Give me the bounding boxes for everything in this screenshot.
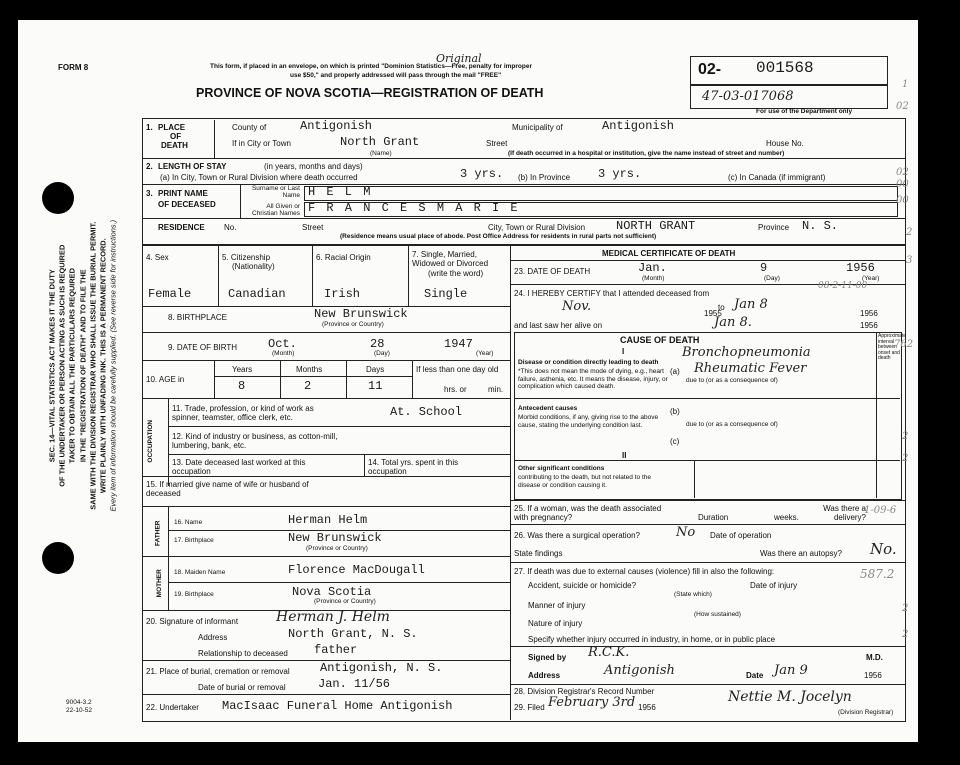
sidebar-line-4: IN THE "REGISTRATION OF DEATH" AND TO FILE THE (77, 269, 87, 463)
margin-code-14: 08-2-11-00 (818, 281, 868, 291)
how-sustained-label: (How sustained) (694, 611, 741, 618)
cert-date-year: 1956 (864, 671, 882, 680)
dod-label: 23. DATE OF DEATH (514, 267, 591, 276)
cause-a-value: Bronchopneumonia (682, 345, 811, 360)
mother-birthplace-note: (Province or Country) (314, 598, 376, 605)
accident-label: Accident, suicide or homicide? (528, 581, 637, 590)
dod-day: 9 (760, 261, 768, 275)
surname-box (304, 186, 898, 201)
industry-label: 12. Kind of industry or business, as cotton-mill, lumbering, bank, etc. (172, 432, 338, 450)
mail-notice-2: use $50," and properly addressed will pass through the mail "FREE" (290, 72, 502, 79)
age-months-label: Months (296, 365, 323, 374)
sidebar-line-3: TAKER TO OBTAIN ALL THE PARTICULARS REQUIRED (67, 268, 77, 464)
age-hrs-label: hrs. or (444, 385, 467, 394)
dob-month: Oct. (268, 337, 297, 351)
margin-code-5: 2 (906, 227, 913, 238)
birthplace-label: 8. BIRTHPLACE (168, 313, 227, 322)
dod-day-note: (Day) (764, 275, 780, 282)
due-label-a: due to (or as a consequence of) (686, 377, 778, 384)
last-saw-year: 1956 (860, 321, 878, 330)
s1-label-2: OF (170, 132, 182, 141)
marital-note: (write the word) (428, 269, 484, 278)
weeks-label: weeks. (774, 513, 799, 522)
s1-label-1: PLACE (158, 123, 186, 132)
autopsy-value: No. (870, 540, 897, 558)
age-months: 2 (304, 379, 312, 393)
antecedent-label: Antecedent causes (518, 405, 578, 412)
racial-value: Irish (324, 287, 361, 301)
residence-city-label: City, Town or Rural Division (488, 223, 586, 232)
residence-street-label: Street (302, 223, 324, 232)
sidebar-instructions (47, 136, 118, 596)
s2-label-note: (in years, months and days) (264, 162, 363, 171)
cause-II: II (622, 451, 627, 460)
q26-label: 26. Was there a surgical operation? (514, 531, 640, 540)
burial-date: Jan. 11/56 (318, 677, 391, 691)
sidebar-line-6: WRITE PLAINLY WITH UNFADING INK. THIS IS A PERMANENT RECORD. (98, 238, 108, 494)
certify-to-label: to (718, 303, 725, 312)
original-stamp: Original (436, 52, 482, 65)
margin-code-8: 2 (902, 431, 909, 442)
margin-code-4: 00 (896, 195, 909, 206)
occupation-side-label: OCCUPATION (147, 419, 155, 463)
s1-label-3: DEATH (161, 141, 188, 150)
sidebar-line-7: Every item of information should be carefully supplied. (108, 334, 118, 512)
cause-c-marker: (c) (670, 437, 680, 446)
birthplace-note: (Province or Country) (322, 321, 384, 328)
margin-code-2: 02 (896, 167, 909, 178)
informant-signature: Herman J. Helm (276, 609, 390, 625)
margin-code-15: 1 (902, 79, 909, 90)
total-years-label: 14. Total yrs. spent in this occupation (368, 458, 459, 476)
age-min-label: min. (488, 385, 504, 394)
burial-place-label: 21. Place of burial, cremation or removal (146, 667, 290, 676)
certify-from-year: 1955 (704, 309, 722, 318)
cause-b-marker: (b) (670, 407, 680, 416)
footer-code-1: 9004-3.2 (66, 699, 92, 706)
house-label: House No. (766, 139, 804, 148)
age-days: 11 (368, 379, 383, 393)
delivery-label: Was there a delivery? (823, 504, 866, 522)
other-note: contributing to the death, but not related to the disease or condition causing it. (518, 474, 651, 489)
marital-label: 7. Single, Married, Widowed or Divorced (412, 250, 489, 268)
undertaker-label: 22. Undertaker (146, 703, 199, 712)
given-value: F R A N C E S M A R I E (308, 201, 520, 215)
registration-prefix: 02- (698, 61, 722, 78)
mail-notice-1: This form, if placed in an envelope, on which is printed "Dominion Statistics—Free, penalty for improper (210, 63, 532, 70)
manner-label: Manner of injury (528, 601, 586, 610)
cause-heading: CAUSE OF DEATH (620, 335, 700, 345)
margin-code-10: 1-09-6 (864, 505, 897, 516)
given-label: All Given or Christian Names (251, 203, 300, 217)
certify-label: 24. I HEREBY CERTIFY that I attended deceased from (514, 289, 710, 298)
form-number: FORM 8 (58, 63, 89, 72)
mother-birthplace-label: 19. Birthplace (174, 591, 214, 598)
institution-note: (If death occurred in a hospital or institution, give the name instead of street and number) (508, 150, 785, 157)
cause-a-marker: (a) (670, 367, 680, 376)
sidebar-line-8: (See reverse side for instructions.) (108, 219, 118, 333)
footer-code-2: 22-10-52 (66, 707, 93, 714)
mother-birthplace: Nova Scotia (292, 585, 372, 599)
s2-a-value: 3 yrs. (460, 167, 504, 181)
signed-value: R.C.K. (588, 645, 630, 660)
injury-date-label: Date of injury (750, 581, 798, 590)
surname-value: H E L M (308, 185, 373, 199)
sex-label: 4. Sex (146, 253, 169, 262)
registration-number: 001568 (756, 59, 814, 77)
state-findings-label: State findings (514, 549, 563, 558)
sidebar-line-2: OF THE UNDERTAKER OR PERSON ACTING AS SUCH IS REQUIRED (57, 244, 67, 487)
father-name-label: 16. Name (174, 519, 203, 526)
s2-a-label: (a) In City, Town or Rural Division where death occurred (160, 173, 358, 182)
dob-month-note: (Month) (272, 350, 295, 357)
md-label: M.D. (866, 653, 883, 662)
last-worked-label: 13. Date deceased last worked at this occupation (172, 458, 306, 476)
s2-c-label: (c) In Canada (if immigrant) (728, 173, 826, 182)
informant-address-label: Address (198, 633, 228, 642)
cert-address-label: Address (528, 671, 561, 680)
form-title: PROVINCE OF NOVA SCOTIA—REGISTRATION OF DEATH (196, 86, 544, 100)
residence-no-label: No. (224, 223, 237, 232)
dod-year: 1956 (846, 261, 875, 275)
surname-label: Surname or Last Name (251, 185, 300, 199)
sex-value: Female (148, 287, 192, 301)
age-less-label: If less than one day old (416, 365, 499, 374)
father-birthplace: New Brunswick (288, 531, 382, 545)
s2-b-value: 3 yrs. (598, 167, 642, 181)
margin-code-6: 3 (906, 255, 913, 266)
city-value: North Grant (340, 135, 420, 149)
state-which-label: (State which) (674, 591, 712, 598)
margin-code-13: 2 (902, 629, 909, 640)
margin-code-11: 587.2 (860, 567, 895, 581)
q27-label: 27. If death was due to external causes (violence) fill in also the following: (514, 567, 775, 576)
residence-province-value: N. S. (802, 219, 839, 233)
residence-note: (Residence means usual place of abode. Post Office Address for residents in rural parts not sufficient) (340, 233, 657, 240)
burial-date-label: Date of burial or removal (198, 683, 286, 692)
municipality-label: Municipality of (512, 123, 563, 132)
q26-value: No (676, 525, 696, 540)
municipality-value: Antigonish (602, 119, 675, 133)
registrar-signature: Nettie M. Jocelyn (728, 689, 852, 705)
relationship-label: Relationship to deceased (198, 649, 288, 658)
county-value: Antigonish (300, 119, 373, 133)
mother-name-label: 18. Maiden Name (174, 569, 226, 576)
relationship-value: father (314, 643, 358, 657)
q28-label: 28. Division Registrar's Record Number (514, 687, 655, 696)
certify-from: Nov. (562, 299, 592, 314)
mother-side-label: MOTHER (155, 569, 163, 598)
citizenship-value: Canadian (228, 287, 286, 301)
registrar-sig-label: (Division Registrar) (838, 709, 894, 716)
residence-city-value: NORTH GRANT (616, 219, 696, 233)
city-label: If in City or Town (232, 139, 291, 148)
trade-value: At. School (390, 405, 463, 419)
sidebar-line-5: SAME WITH THE DIVISION REGISTRAR WHO SHALL ISSUE THE BURIAL PERMIT. (88, 221, 98, 510)
dob-year: 1947 (444, 337, 473, 351)
margin-code-9: 2 (902, 453, 909, 464)
margin-code-12: 2 (902, 603, 909, 614)
margin-code-3: 00 (896, 179, 909, 190)
dob-year-note: (Year) (476, 350, 494, 357)
s3-number: 3. (146, 189, 153, 198)
autopsy-label: Was there an autopsy? (760, 549, 842, 558)
county-label: County of (232, 123, 267, 132)
last-saw-date: Jan 8. (714, 315, 752, 330)
mother-name: Florence MacDougall (288, 563, 425, 577)
duration-label: Duration (698, 513, 729, 522)
due-label-b: due to (or as a consequence of) (686, 421, 778, 428)
department-number: 47-03-017068 (702, 89, 794, 104)
cert-date-value: Jan 9 (774, 663, 808, 678)
filed-value: February 3rd (548, 695, 636, 710)
marital-value: Single (424, 287, 468, 301)
racial-label: 6. Racial Origin (316, 253, 371, 262)
antecedent-note: Morbid conditions, if any, giving rise to the above cause, stating the underlying condition last. (518, 414, 659, 429)
s3-label-1: PRINT NAME (158, 189, 208, 198)
s2-label: LENGTH OF STAY (158, 162, 227, 171)
trade-label: 11. Trade, profession, or kind of work as spinner, teamster, office clerk, etc. (172, 404, 314, 422)
street-label: Street (486, 139, 508, 148)
city-name-note: (Name) (370, 150, 392, 157)
citizenship-note: (Nationality) (232, 262, 275, 271)
father-birthplace-note: (Province or Country) (306, 545, 368, 552)
margin-code-7: 762 (894, 339, 914, 350)
certify-to-year: 1956 (860, 309, 878, 318)
undertaker-value: MacIsaac Funeral Home Antigonish (222, 699, 453, 713)
dod-year-note: (Year) (862, 275, 880, 282)
q29-label: 29. Filed (514, 703, 545, 712)
death-registration-form (18, 20, 918, 742)
s1-number: 1. (146, 123, 153, 132)
s2-b-label: (b) In Province (518, 173, 571, 182)
other-label: Other significant conditions (518, 465, 605, 472)
age-label: 10. AGE in (146, 375, 185, 384)
dob-label: 9. DATE OF BIRTH (168, 343, 238, 352)
citizenship-label: 5. Citizenship (222, 253, 271, 262)
cause-I-label: Disease or condition directly leading to death (518, 359, 659, 366)
operation-date-label: Date of operation (710, 531, 772, 540)
residence-province-label: Province (758, 223, 790, 232)
informant-address: North Grant, N. S. (288, 627, 418, 641)
dob-day: 28 (370, 337, 385, 351)
last-saw-label: and last saw her alive on (514, 321, 603, 330)
father-name: Herman Helm (288, 513, 368, 527)
cause-I: I (622, 347, 625, 356)
medical-heading: MEDICAL CERTIFICATE OF DEATH (602, 249, 736, 258)
age-years: 8 (238, 379, 246, 393)
margin-code-1: 02 (896, 101, 909, 112)
s3-label-2: OF DECEASED (158, 200, 216, 209)
s2-number: 2. (146, 162, 153, 171)
dod-month-note: (Month) (642, 275, 665, 282)
birthplace-value: New Brunswick (314, 307, 408, 321)
father-birthplace-label: 17. Birthplace (174, 537, 214, 544)
informant-sig-label: 20. Signature of informant (146, 617, 239, 626)
cause-I-note: *This does not mean the mode of dying, e.g., heart failure, asthenia, etc. It means the disease, injury, or complication which caused death. (518, 368, 668, 390)
sidebar-line-1: SEC. 14—VITAL STATISTICS ACT MAKES IT THE DUTY (47, 269, 57, 463)
certify-to: Jan 8 (734, 297, 768, 312)
filed-year: 1956 (638, 703, 656, 712)
residence-label: RESIDENCE (158, 223, 205, 232)
nature-label: Nature of injury (528, 619, 583, 628)
dod-month: Jan. (638, 261, 667, 275)
age-days-label: Days (366, 365, 385, 374)
q25-label: 25. If a woman, was the death associated with pregnancy? (514, 504, 662, 522)
specify-label: Specify whether injury occurred in industry, in home, or in public place (528, 635, 776, 644)
age-years-label: Years (232, 365, 253, 374)
department-note: For use of the Department only (756, 108, 853, 115)
interval-label: Approximate interval between onset and death (878, 333, 907, 361)
dob-day-note: (Day) (374, 350, 390, 357)
signed-label: Signed by (528, 653, 567, 662)
spouse-label: 15. If married give name of wife or husband of deceased (146, 480, 309, 498)
cert-date-label: Date (746, 671, 764, 680)
father-side-label: FATHER (154, 520, 162, 547)
cause-due-a-value: Rheumatic Fever (694, 361, 807, 376)
cert-address-value: Antigonish (604, 663, 675, 678)
burial-place: Antigonish, N. S. (320, 661, 443, 675)
